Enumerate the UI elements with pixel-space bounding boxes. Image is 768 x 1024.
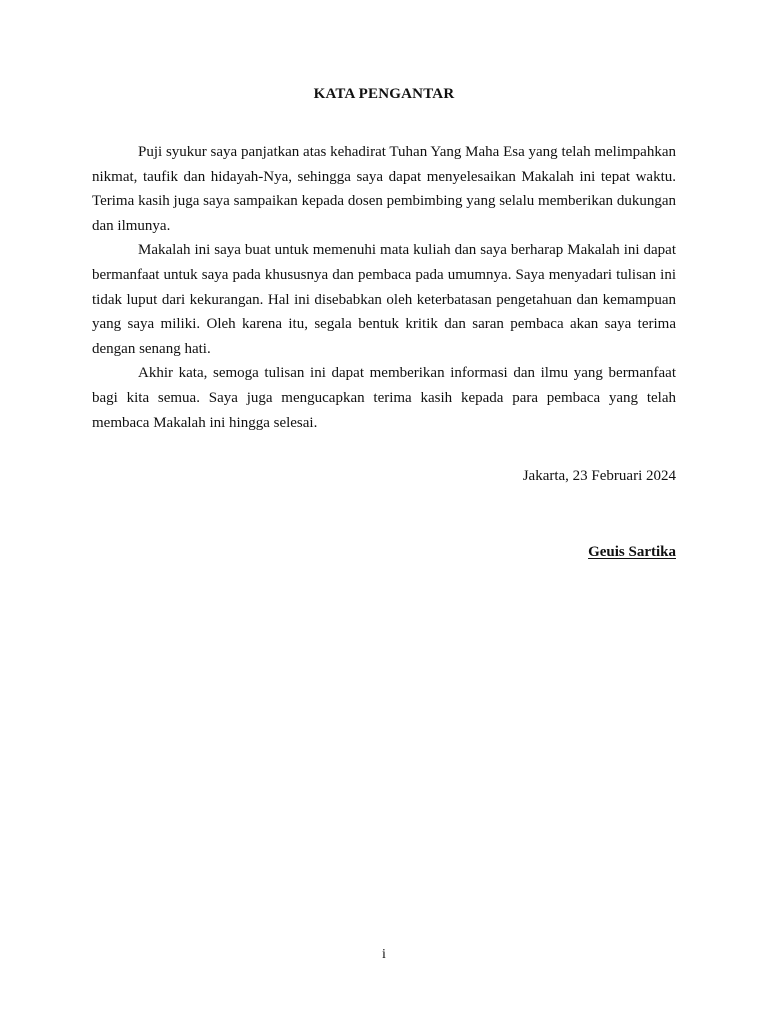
paragraph-3: Akhir kata, semoga tulisan ini dapat memberikan informasi dan ilmu yang bermanfaat bagi kita semua. Saya juga mengucapkan terima kasih kepada para pembaca yang telah membaca Makalah ini hingga selesai.	[92, 365, 676, 431]
document-body	[92, 140, 676, 435]
author-signature-name: Geuis Sartika	[588, 544, 676, 560]
page-number: i	[382, 947, 386, 962]
paragraph-1: Puji syukur saya panjatkan atas kehadirat Tuhan Yang Maha Esa yang telah melimpahkan nikmat, taufik dan hidayah-Nya, sehingga saya dapat menyelesaikan Makalah ini tepat waktu. Terima kasih juga saya sampaikan kepada dosen pembimbing yang selalu memberikan dukungan dan ilmunya.	[92, 144, 676, 234]
place-date: Jakarta, 23 Februari 2024	[522, 468, 676, 484]
page-title: KATA PENGANTAR	[313, 86, 455, 102]
paragraph-2: Makalah ini saya buat untuk memenuhi mata kuliah dan saya berharap Makalah ini dapat bermanfaat untuk saya pada khususnya dan pembaca pada umumnya. Saya menyadari tulisan ini tidak luput dari kekurangan. Hal ini disebabkan oleh keterbatasan pengetahuan dan kemampuan yang saya miliki. Oleh karena itu, segala bentuk kritik dan saran pembaca akan saya terima dengan senang hati.	[92, 242, 676, 357]
